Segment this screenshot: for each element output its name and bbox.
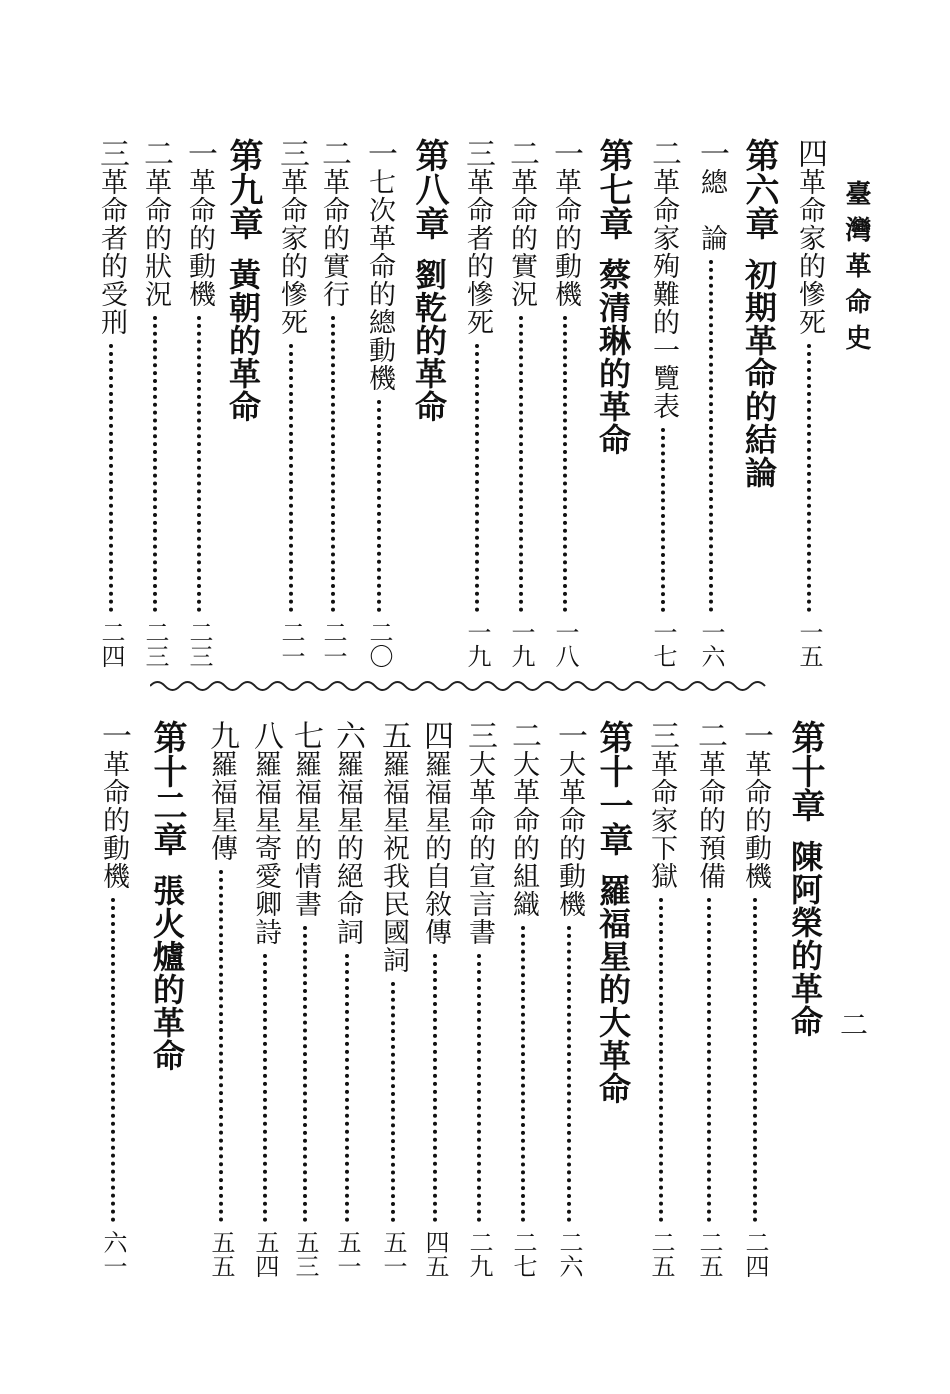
chapter-title: 黃朝的革命 <box>224 258 262 423</box>
entry-number: 三 <box>94 138 129 168</box>
entry-page-number: 一八 <box>551 620 579 668</box>
toc-chapter-heading <box>408 138 450 668</box>
entry-title: 總 論 <box>696 168 727 252</box>
toc-chapter-heading <box>784 720 826 1278</box>
dot-leader <box>109 344 113 612</box>
entry-title: 革命的實行 <box>318 168 349 308</box>
entry-page-number: 五一 <box>379 1230 407 1278</box>
dot-leader <box>709 260 713 612</box>
entry-page-number: 二五 <box>647 1230 675 1278</box>
entry-title: 羅福星祝我民國詞 <box>378 750 409 974</box>
chapter-title: 蔡清琳的革命 <box>594 258 632 456</box>
entry-title: 革命的動機 <box>550 168 581 308</box>
toc-entry <box>358 138 400 668</box>
entry-number: 二 <box>504 138 539 168</box>
entry-number: 一 <box>96 720 131 750</box>
toc-entry <box>788 138 830 668</box>
chapter-title: 劉乾的革命 <box>410 258 448 423</box>
entry-page-number: 二〇 <box>365 620 393 668</box>
chapter-number: 第九章 <box>223 138 263 240</box>
toc-entry <box>688 720 730 1278</box>
toc-chapter-heading <box>146 720 188 1278</box>
dot-leader <box>567 926 571 1222</box>
entry-title: 大革命的組織 <box>508 750 539 918</box>
entry-title: 革命的狀況 <box>140 168 171 308</box>
chapter-number: 第七章 <box>593 138 633 240</box>
dot-leader <box>111 898 115 1222</box>
entry-page-number: 二三 <box>185 620 213 668</box>
toc-entry <box>502 720 544 1278</box>
entry-page-number: 二一 <box>319 620 347 668</box>
entry-number: 二 <box>316 138 351 168</box>
toc-chapter-heading <box>592 720 634 1278</box>
dot-leader <box>331 316 335 612</box>
section-divider <box>150 676 770 696</box>
entry-title: 革命者的慘死 <box>462 168 493 336</box>
toc-entry <box>284 720 326 1278</box>
entry-title: 革命家的慘死 <box>794 168 825 336</box>
page-number: 二 <box>836 1010 869 1038</box>
toc-entry <box>312 138 354 668</box>
dot-leader <box>661 428 665 612</box>
entry-title: 革命家下獄 <box>646 750 677 890</box>
entry-page-number: 二四 <box>97 620 125 668</box>
toc-chapter-heading <box>222 138 264 668</box>
chapter-number: 第六章 <box>739 138 779 240</box>
dot-leader <box>197 316 201 612</box>
toc-entry <box>734 720 776 1278</box>
chapter-number: 第十章 <box>785 720 825 822</box>
toc-entry <box>90 138 132 668</box>
chapter-title: 張火爐的革命 <box>148 874 186 1072</box>
entry-number: 一 <box>182 138 217 168</box>
entry-title: 革命的實況 <box>506 168 537 308</box>
entry-number: 二 <box>646 138 681 168</box>
dot-leader <box>807 344 811 612</box>
entry-page-number: 五五 <box>207 1230 235 1278</box>
toc-entry <box>544 138 586 668</box>
dot-leader <box>345 954 349 1222</box>
entry-number: 七 <box>288 720 323 750</box>
dot-leader <box>153 316 157 612</box>
entry-number: 一 <box>738 720 773 750</box>
dot-leader <box>377 400 381 612</box>
entry-page-number: 五四 <box>251 1230 279 1278</box>
entry-page-number: 一六 <box>697 620 725 668</box>
toc-entry <box>372 720 414 1278</box>
toc-entry <box>642 138 684 668</box>
dot-leader <box>659 898 663 1222</box>
dot-leader <box>521 926 525 1222</box>
dot-leader <box>563 316 567 612</box>
chapter-number: 第八章 <box>409 138 449 240</box>
toc-chapter-heading <box>592 138 634 668</box>
entry-title: 七次革命的總動機 <box>364 168 395 392</box>
toc-entry <box>270 138 312 668</box>
entry-number: 一 <box>362 138 397 168</box>
dot-leader <box>707 898 711 1222</box>
entry-page-number: 四五 <box>421 1230 449 1278</box>
toc-entry <box>326 720 368 1278</box>
entry-title: 革命的動機 <box>740 750 771 890</box>
entry-number: 二 <box>692 720 727 750</box>
toc-entry <box>414 720 456 1278</box>
entry-title: 革命家殉難的一覽表 <box>648 168 679 420</box>
dot-leader <box>219 870 223 1222</box>
entry-page-number: 二四 <box>741 1230 769 1278</box>
entry-title: 革命者的受刑 <box>96 168 127 336</box>
entry-number: 四 <box>792 138 827 168</box>
entry-number: 三 <box>462 720 497 750</box>
toc-entry <box>244 720 286 1278</box>
toc-entry <box>200 720 242 1278</box>
entry-title: 羅福星的絕命詞 <box>332 750 363 946</box>
entry-title: 羅福星的情書 <box>290 750 321 918</box>
dot-leader <box>753 898 757 1222</box>
entry-title: 羅福星寄愛卿詩 <box>250 750 281 946</box>
toc-entry <box>690 138 732 668</box>
dot-leader <box>303 926 307 1222</box>
toc-entry <box>640 720 682 1278</box>
chapter-number: 第十二章 <box>147 720 187 856</box>
entry-number: 九 <box>204 720 239 750</box>
entry-page-number: 二七 <box>509 1230 537 1278</box>
entry-page-number: 二九 <box>465 1230 493 1278</box>
entry-title: 革命家的慘死 <box>276 168 307 336</box>
toc-entry <box>548 720 590 1278</box>
entry-page-number: 一七 <box>649 620 677 668</box>
toc-entry <box>134 138 176 668</box>
entry-number: 六 <box>330 720 365 750</box>
dot-leader <box>391 982 395 1222</box>
entry-title: 羅福星的自敘傳 <box>420 750 451 946</box>
entry-page-number: 一九 <box>463 620 491 668</box>
entry-number: 五 <box>376 720 411 750</box>
dot-leader <box>433 954 437 1222</box>
entry-title: 革命的動機 <box>98 750 129 890</box>
toc-entry <box>178 138 220 668</box>
toc-entry <box>458 720 500 1278</box>
entry-number: 一 <box>548 138 583 168</box>
entry-page-number: 二五 <box>695 1230 723 1278</box>
dot-leader <box>519 316 523 612</box>
dot-leader <box>289 344 293 612</box>
entry-page-number: 五三 <box>291 1230 319 1278</box>
entry-number: 八 <box>248 720 283 750</box>
chapter-title: 羅福星的大革命 <box>594 874 632 1105</box>
toc-entry <box>92 720 134 1278</box>
chapter-number: 第十一章 <box>593 720 633 856</box>
entry-number: 三 <box>460 138 495 168</box>
entry-page-number: 二三 <box>141 620 169 668</box>
entry-page-number: 二六 <box>555 1230 583 1278</box>
entry-page-number: 二一 <box>277 620 305 668</box>
entry-number: 三 <box>644 720 679 750</box>
entry-number: 二 <box>138 138 173 168</box>
entry-title: 大革命的宣言書 <box>464 750 495 946</box>
chapter-title: 陳阿榮的革命 <box>786 840 824 1038</box>
entry-number: 三 <box>274 138 309 168</box>
entry-number: 一 <box>552 720 587 750</box>
entry-page-number: 一五 <box>795 620 823 668</box>
toc-chapter-heading <box>738 138 780 668</box>
dot-leader <box>477 954 481 1222</box>
toc-entry <box>456 138 498 668</box>
entry-number: 二 <box>506 720 541 750</box>
entry-title: 羅福星傳 <box>206 750 237 862</box>
entry-number: 四 <box>418 720 453 750</box>
entry-page-number: 五一 <box>333 1230 361 1278</box>
entry-title: 革命的預備 <box>694 750 725 890</box>
running-title: 臺灣革命史 <box>841 180 871 360</box>
dot-leader <box>263 954 267 1222</box>
chapter-title: 初期革命的結論 <box>740 258 778 489</box>
entry-title: 大革命的動機 <box>554 750 585 918</box>
entry-page-number: 一九 <box>507 620 535 668</box>
dot-leader <box>475 344 479 612</box>
entry-title: 革命的動機 <box>184 168 215 308</box>
entry-page-number: 六一 <box>99 1230 127 1278</box>
toc-entry <box>500 138 542 668</box>
entry-number: 一 <box>694 138 729 168</box>
